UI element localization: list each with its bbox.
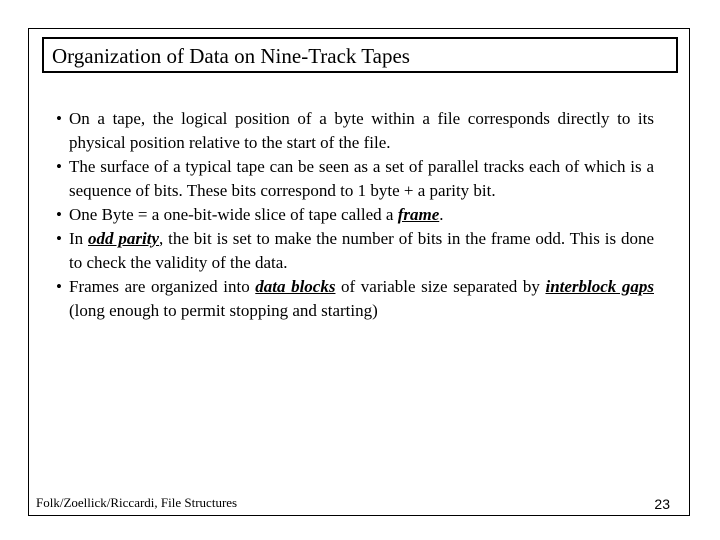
bullet-dot-icon: • xyxy=(56,157,62,176)
bullet-text: On a tape, the logical position of a byte within a file corresponds directly to its physical position relative to the start of the file. xyxy=(69,109,654,152)
bullet-text-post: (long enough to permit stopping and starting) xyxy=(69,301,378,320)
bullet-text-pre: One Byte = a one-bit-wide slice of tape called a xyxy=(69,205,398,224)
bullet-dot-icon: • xyxy=(56,109,62,128)
bullet-text: The surface of a typical tape can be seen as a set of parallel tracks each of which is a sequence of bits. These bits correspond to 1 byte + a parity bit. xyxy=(69,157,654,200)
term-data-blocks: data blocks xyxy=(255,277,336,296)
footer-citation: Folk/Zoellick/Riccardi, File Structures xyxy=(36,495,238,510)
bullet-item xyxy=(52,155,654,203)
bullet-dot-icon: • xyxy=(56,205,62,224)
bullet-item xyxy=(52,227,654,275)
bullet-text-pre: Frames are organized into xyxy=(69,277,256,296)
term-interblock-gaps: interblock gaps xyxy=(545,277,654,296)
bullet-text-mid: of variable size separated by xyxy=(335,277,546,296)
bullet-list xyxy=(52,107,654,323)
bullet-item xyxy=(52,203,654,227)
term-odd-parity: odd parity xyxy=(88,229,160,248)
bullet-item xyxy=(52,275,654,323)
title-box xyxy=(42,37,678,73)
bullet-item xyxy=(52,107,654,155)
bullet-dot-icon: • xyxy=(56,229,62,248)
bullet-dot-icon: • xyxy=(56,277,62,296)
slide-title: Organization of Data on Nine-Track Tapes xyxy=(52,44,410,68)
term-frame: frame xyxy=(397,205,440,224)
bullet-text-pre: In xyxy=(69,229,89,248)
page-number: 23 xyxy=(654,496,670,512)
bullet-text-post: , the bit is set to make the number of bits in the frame odd. This is done to check the validity of the data. xyxy=(69,229,655,272)
bullet-text-post: . xyxy=(439,205,444,224)
